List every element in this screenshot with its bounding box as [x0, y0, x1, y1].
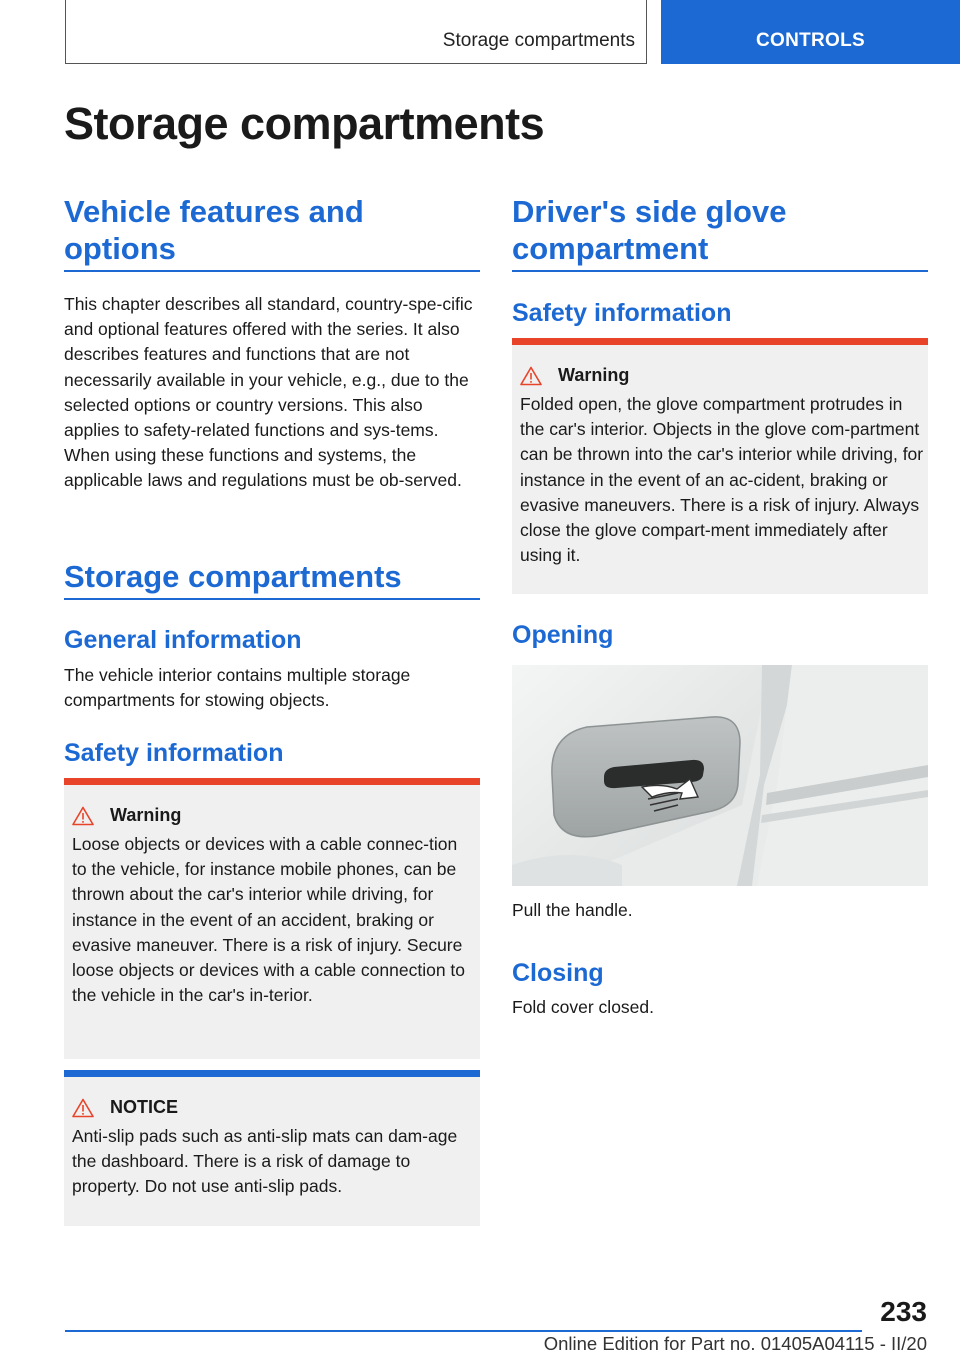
- notice-title: NOTICE: [110, 1097, 179, 1117]
- heading-vehicle-features: Vehicle features and options: [64, 194, 364, 266]
- notice-text: Anti-slip pads such as anti-slip mats can dam-age the dashboard. There is a risk of damage to property. Do not use anti-slip pads.: [72, 1126, 458, 1197]
- glove-compartment-drawing: [512, 665, 928, 886]
- notice-bar: [64, 1070, 480, 1077]
- header-tab-label: CONTROLS: [755, 30, 865, 51]
- heading-storage-compartments: Storage compartments: [64, 559, 402, 594]
- warning-bar: [512, 338, 928, 345]
- general-information-text: The vehicle interior contains multiple storage compartments for stowing objects.: [64, 665, 411, 711]
- heading-rule: [64, 270, 480, 272]
- page-title: Storage compartments: [64, 98, 545, 149]
- warning-box: [512, 338, 928, 594]
- warning-header: [512, 345, 928, 386]
- header-tab-controls[interactable]: [661, 0, 960, 64]
- heading-safety-information: Safety information: [64, 739, 284, 767]
- heading-opening: Opening: [512, 621, 614, 649]
- warning-header: [64, 785, 480, 826]
- heading-general-information: General information: [64, 626, 302, 654]
- header-section-title: Storage compartments: [442, 30, 635, 51]
- heading-glove-compartment: Driver's side glove compartment: [512, 194, 787, 266]
- heading-rule: [512, 270, 928, 272]
- heading-safety-information-right: Safety information: [512, 299, 732, 327]
- footer-rule: [65, 1330, 862, 1332]
- footer-edition: Online Edition for Part no. 01405A04115 - II/20: [543, 1333, 927, 1354]
- opening-text: Pull the handle.: [512, 900, 633, 920]
- notice-header: [64, 1077, 480, 1118]
- warning-text: Folded open, the glove compartment protrudes in the car's interior. Objects in the glove com-partment can be thrown into the car's interior while driving, for instance in the event of an ac-cident, braking or evasive maneuvers. There is a risk of injury. Always close the glove compart-ment immediately after using it.: [520, 394, 924, 566]
- warning-bar: [64, 778, 480, 785]
- warning-text: Loose objects or devices with a cable connec-tion to the vehicle, for instance mobile phones, can be thrown about the car's interior while driving, for instance in the event of an accident, braking or evasive maneuver. There is a risk of injury. Secure loose objects or devices with a cable connection to the vehicle in the car's in-terior.: [72, 834, 466, 1006]
- glove-compartment-illustration: [512, 665, 928, 886]
- warning-triangle-icon: [520, 366, 542, 386]
- heading-closing: Closing: [512, 959, 604, 987]
- page-number: 233: [880, 1296, 927, 1327]
- warning-box: [64, 778, 480, 1059]
- closing-text: Fold cover closed.: [512, 997, 655, 1017]
- notice-box: [64, 1070, 480, 1226]
- vehicle-features-text: This chapter describes all standard, country-spe-cific and optional features offered with the series. It also describes features and functions that are not necessarily available in your vehicle, e.g., due to the selected options or country versions. This also applies to safety-related functions and sys-tems. When using these functions and systems, the applicable laws and regulations must be ob-served.: [64, 294, 473, 491]
- warning-title: Warning: [110, 805, 182, 825]
- warning-title: Warning: [558, 365, 630, 385]
- warning-triangle-icon: [72, 806, 94, 826]
- warning-triangle-icon: [72, 1098, 94, 1118]
- heading-rule: [64, 598, 480, 600]
